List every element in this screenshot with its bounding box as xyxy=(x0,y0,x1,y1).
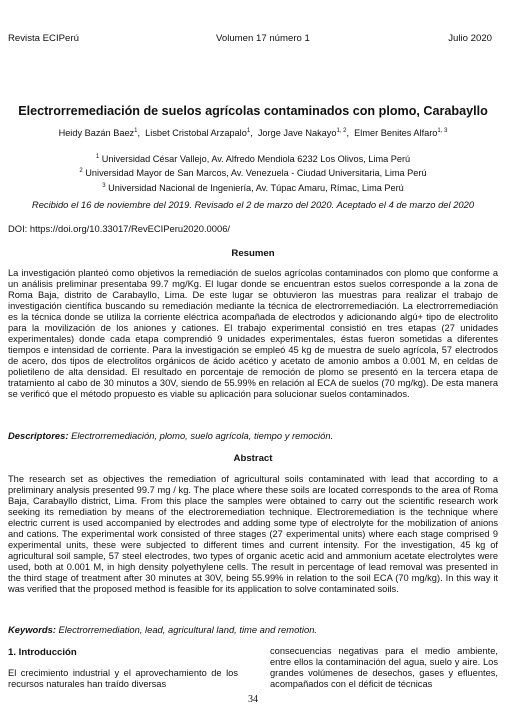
author-affil-mark: 1 xyxy=(246,128,251,134)
keywords-label: Keywords: xyxy=(8,624,56,635)
running-header xyxy=(8,33,492,47)
intro-heading: 1. Introducción xyxy=(8,647,77,658)
resumen-heading: Resumen xyxy=(231,248,275,259)
intro-left-column: El crecimiento industrial y el aprovechamiento de los recursos naturales han traído diversas xyxy=(8,668,238,689)
descriptores-text: Electrorremediación, plomo, suelo agrícola, tiempo y remoción. xyxy=(71,430,334,441)
author-affil-mark: 1, 3 xyxy=(437,128,448,134)
paper-title: Electrorremediación de suelos agrícolas contaminados con plomo, Carabayllo xyxy=(18,104,488,118)
publication-dates: Recibido el 16 de noviembre del 2019. Revisado el 2 de marzo del 2020. Aceptado el 4 de marzo del 2020 xyxy=(31,199,475,210)
journal-name: Revista ECIPerú xyxy=(8,33,79,44)
author-name: Lisbet Cristobal Arzapalo xyxy=(145,128,247,139)
descriptores-label: Descriptores: xyxy=(8,430,69,441)
keywords-line xyxy=(8,624,498,635)
keywords-text: Electrorremediation, lead, agricultural land, time and remotion. xyxy=(58,624,318,635)
affiliation: $^3$ Universidad Nacional de Ingeniería, Av. Túpac Amaru, Rímac, Lima Perú xyxy=(102,182,404,193)
resumen-text: La investigación planteó como objetivos la remediación de suelos agrícolas contaminados con plomo que conforme a un análisis preliminar presentaba 99.7 mg/Kg. El lugar donde se encuentran estos suelos corresponde a la zona de Roma Baja, distrito de Carabayllo, Lima. De este lugar se obtuvieron las muestras para realizar el trabajo de investigación científica buscando su remediación mediante la técnica de electrorremediación. La electrorremediación es la técnica donde se utiliza la corriente eléctrica acompañada de electrodos y adicionando algú+ tipo de electrolito para la movilización de los aniones y cationes. El trabajo experimental consistió en tres etapas (27 unidades experimentales) donde cada etapa comprendió 9 unidades experimentales, éstas fueron sometidas a diferentes tiempos e intensidad de corriente. Para la investigación se empleó 45 kg de muestra de suelo agrícola, 57 electrodos de acero, dos tipos de electrolitos orgánicos de ácido acético y acetato de amonio ambos a 0.001 M, en celdas de polietileno de alta densidad. El resultado en porcentaje de remoción de plomo se presentó en la tercera etapa de tratamiento al cabo de 30 minutos a 30V, siendo de 55.99% en relación al ECA de suelos (70 mg/kg). De esta manera se verificó que el método propuesto es viable su aplicación para solucionar suelos contaminados. xyxy=(8,268,498,399)
author-name: Jorge Jave Nakayo xyxy=(257,128,337,139)
affiliation: $^1$ Universidad César Vallejo, Av. Alfredo Mendiola 6232 Los Olivos, Lima Perú xyxy=(95,154,411,165)
abstract-text: The research set as objectives the remediation of agricultural soils contaminated with lead that according to a preliminary analysis presented 99.7 mg / kg. The place where these soils are located corresponds to the area of Roma Baja, Carabayllo district, Lima. From this place the samples were obtained to carry out the scientific research work seeking its remediation by means of the electroremediation technique. Electroremediation is the technique where electric current is used accompanied by electrodes and adding some type of electrolyte for the mobilization of anions and cations. The experimental work consisted of three stages (27 experimental units) where each stage comprised 9 experimental units, these were subjected to different times and current intensity. For the investigation, 45 kg of agricultural soil sample, 57 steel electrodes, two types of organic acetic acid and ammonium acetate electrolytes were used, both at 0.001 M, in high density polyethylene cells. The result in percentage of lead removal was presented in the third stage of treatment after 30 minutes at 30V, being 55.99% in relation to the soil ECA (70 mg/kg). In this way it was verified that the proposed method is feasible for its application to solve contaminated soils. xyxy=(8,474,498,594)
issue-date: Julio 2020 xyxy=(448,33,492,44)
intro-right-column: consecuencias negativas para el medio ambiente, entre ellos la contaminación del agua, suelo y aire. Los grandes volúmenes de desechos, gases y efluentes, acompañados con el déficit de técnicas xyxy=(270,646,498,689)
author-list: Heidy Bazán Baez$^1$, Lisbet Cristobal Arzapalo$^1$, Jorge Jave Nakayo$^{1, 2}$, Elmer Benites Alfaro$^{1, 3}$ xyxy=(58,128,448,139)
affiliation-list xyxy=(0,151,506,194)
doi-link[interactable]: DOI: https://doi.org/10.33017/RevECIPeru2020.0006/ xyxy=(8,223,231,234)
abstract-heading: Abstract xyxy=(233,453,273,464)
page-number: 34 xyxy=(248,694,258,705)
author-affil-mark: 1 xyxy=(134,128,138,134)
author-name: Heidy Bazán Baez xyxy=(58,128,135,139)
author-name: Elmer Benites Alfaro xyxy=(354,128,438,139)
journal-volume: Volumen 17 número 1 xyxy=(216,33,310,44)
author-affil-mark: 1, 2 xyxy=(336,128,347,134)
descriptores-line xyxy=(8,430,498,441)
affiliation: $^2$ Universidad Mayor de San Marcos, Av. Venezuela - Ciudad Universitaria, Lima Perú xyxy=(79,168,427,179)
